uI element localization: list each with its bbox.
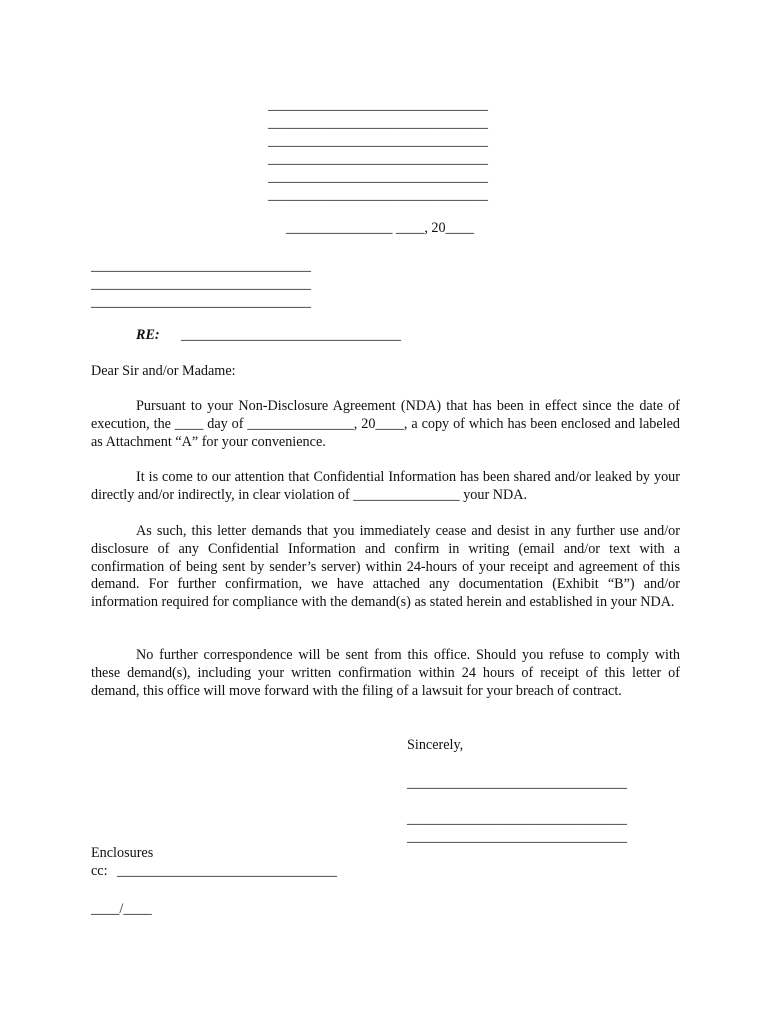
recipient-line-2: _______________________________ (91, 276, 311, 292)
signature-line: _______________________________ (407, 775, 627, 791)
re-value: _______________________________ (181, 327, 401, 343)
body-paragraph-4-text: No further correspondence will be sent from this office. Should you refuse to comply with these demand(s), including your written confirmation within 24 hours of receipt of this letter of demand, this office will move forward with the filing of a lawsuit for your breach of contract. (91, 647, 680, 699)
sender-line-2: _______________________________ (268, 115, 488, 131)
sender-line-3: _______________________________ (268, 133, 488, 149)
body-paragraph-4 (91, 647, 680, 700)
body-paragraph-3 (91, 523, 680, 612)
enclosures-label: Enclosures (91, 845, 154, 861)
signer-name-line-2: _______________________________ (407, 829, 627, 845)
re-label: RE: (136, 327, 160, 343)
body-paragraph-1 (91, 398, 680, 451)
recipient-line-1: _______________________________ (91, 258, 311, 274)
date-line: _______________ ____, 20____ (286, 220, 474, 236)
salutation: Dear Sir and/or Madame: (91, 363, 236, 379)
sender-line-1: _______________________________ (268, 97, 488, 113)
cc-value: _______________________________ (117, 863, 337, 879)
body-paragraph-1-text: Pursuant to your Non-Disclosure Agreement (NDA) that has been in effect since the date of execution, the ____ day of _______________, 20____, a copy of which has been enclosed and labeled as Attachment “A” for your convenience. (91, 398, 680, 450)
sender-line-5: _______________________________ (268, 169, 488, 185)
body-paragraph-3-text: As such, this letter demands that you immediately cease and desist in any further use and/or disclosure of any Confidential Information and confirm in writing (email and/or text with a confirmation of being sent by sender’s server) within 24-hours of your receipt and agreement of this demand. For further confirmation, we have attached any documentation (Exhibit “B”) and/or information required for compliance with the demand(s) as stated herein and established in your NDA. (91, 523, 680, 611)
recipient-line-3: _______________________________ (91, 294, 311, 310)
sender-line-4: _______________________________ (268, 151, 488, 167)
closing-sincerely: Sincerely, (407, 737, 464, 753)
typist-initials: ____/____ (91, 901, 152, 917)
body-paragraph-2 (91, 469, 680, 505)
body-paragraph-2-text: It is come to our attention that Confidential Information has been shared and/or leaked by your directly and/or indirectly, in clear violation of _______________ your NDA. (91, 469, 680, 503)
sender-line-6: _______________________________ (268, 187, 488, 203)
signer-name-line-1: _______________________________ (407, 811, 627, 827)
cc-label: cc: (91, 863, 108, 879)
